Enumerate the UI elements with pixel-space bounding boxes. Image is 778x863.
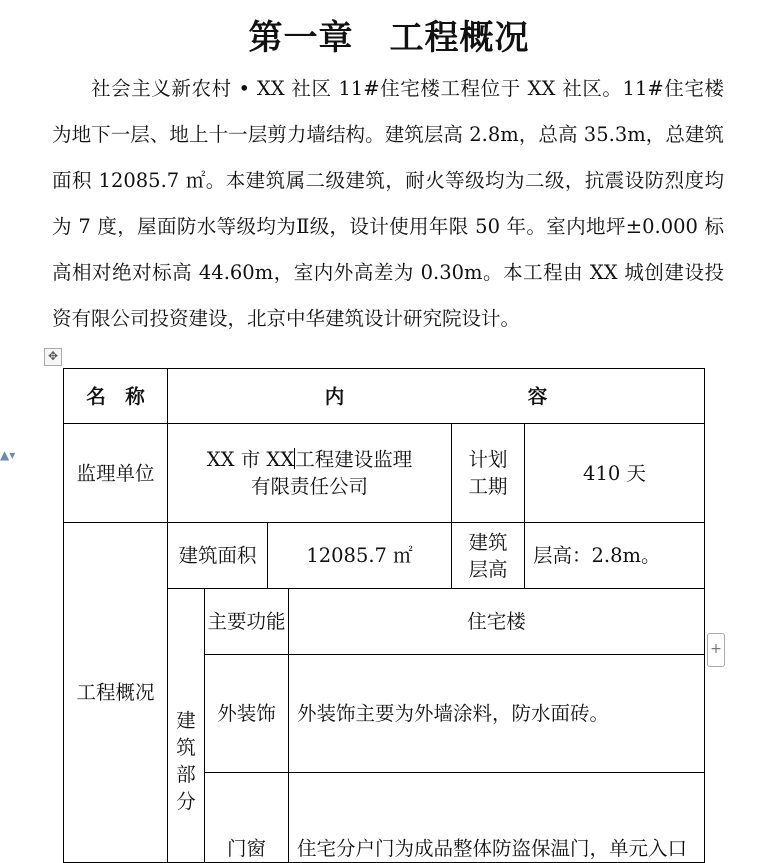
- height-label: 建筑 层高: [452, 523, 525, 589]
- area-value: 12085.7 ㎡: [268, 523, 452, 589]
- height-value: 层高：2.8m。: [525, 523, 705, 589]
- area-label: 建筑面积: [168, 523, 268, 589]
- supervision-label: 监理单位: [64, 424, 168, 523]
- chapter-title: [0, 10, 778, 59]
- supervision-value: XX 市 XX工程建设监理 有限责任公司: [168, 424, 452, 523]
- door-value: 住宅分户门为成品整体防盗保温门，单元入口: [289, 773, 705, 863]
- header-name-cell: 名 称: [64, 369, 168, 424]
- main-function-label: 主要功能: [205, 589, 289, 655]
- main-function-value: 住宅楼: [289, 589, 705, 655]
- period-label: 计划 工期: [452, 424, 525, 523]
- overview-label: 工程概况: [64, 523, 168, 863]
- chapter-number: 第一章: [248, 18, 354, 58]
- move-icon[interactable]: ✥: [44, 348, 62, 366]
- plus-icon[interactable]: +: [707, 633, 725, 667]
- period-value: 410 天: [525, 424, 705, 523]
- header-content-char2: 容: [527, 384, 548, 408]
- overview-paragraph: 社会主义新农村 • XX 社区 11#住宅楼工程位于 XX 社区。11#住宅楼为地下一层、地上十一层剪力墙结构。建筑层高 2.8m，总高 35.3m，总建筑面积 12085.7 ㎡。本建筑属二级建筑，耐火等级均为二级，抗震设防烈度均为 7 度，屋面防水等级均为Ⅱ级，设计使用年限 50 年。室内地坪±0.000 标高相对绝对标高 44.60m，室内外高差为 0.30m。本工程由 XX 城创建设投资有限公司投资建设，北京中华建筑设计研究院设计。: [52, 77, 724, 330]
- side-marker-icon: ▲▾: [0, 448, 16, 462]
- door-label: 门窗: [205, 773, 289, 863]
- project-table: [63, 368, 705, 863]
- building-part-label: 建 筑 部 分: [168, 589, 205, 863]
- exterior-label: 外装饰: [205, 655, 289, 773]
- header-content-char1: 内: [324, 384, 345, 408]
- header-content-cell: [168, 369, 705, 424]
- exterior-value: 外装饰主要为外墙涂料，防水面砖。: [289, 655, 705, 773]
- chapter-name: 工程概况: [389, 18, 530, 58]
